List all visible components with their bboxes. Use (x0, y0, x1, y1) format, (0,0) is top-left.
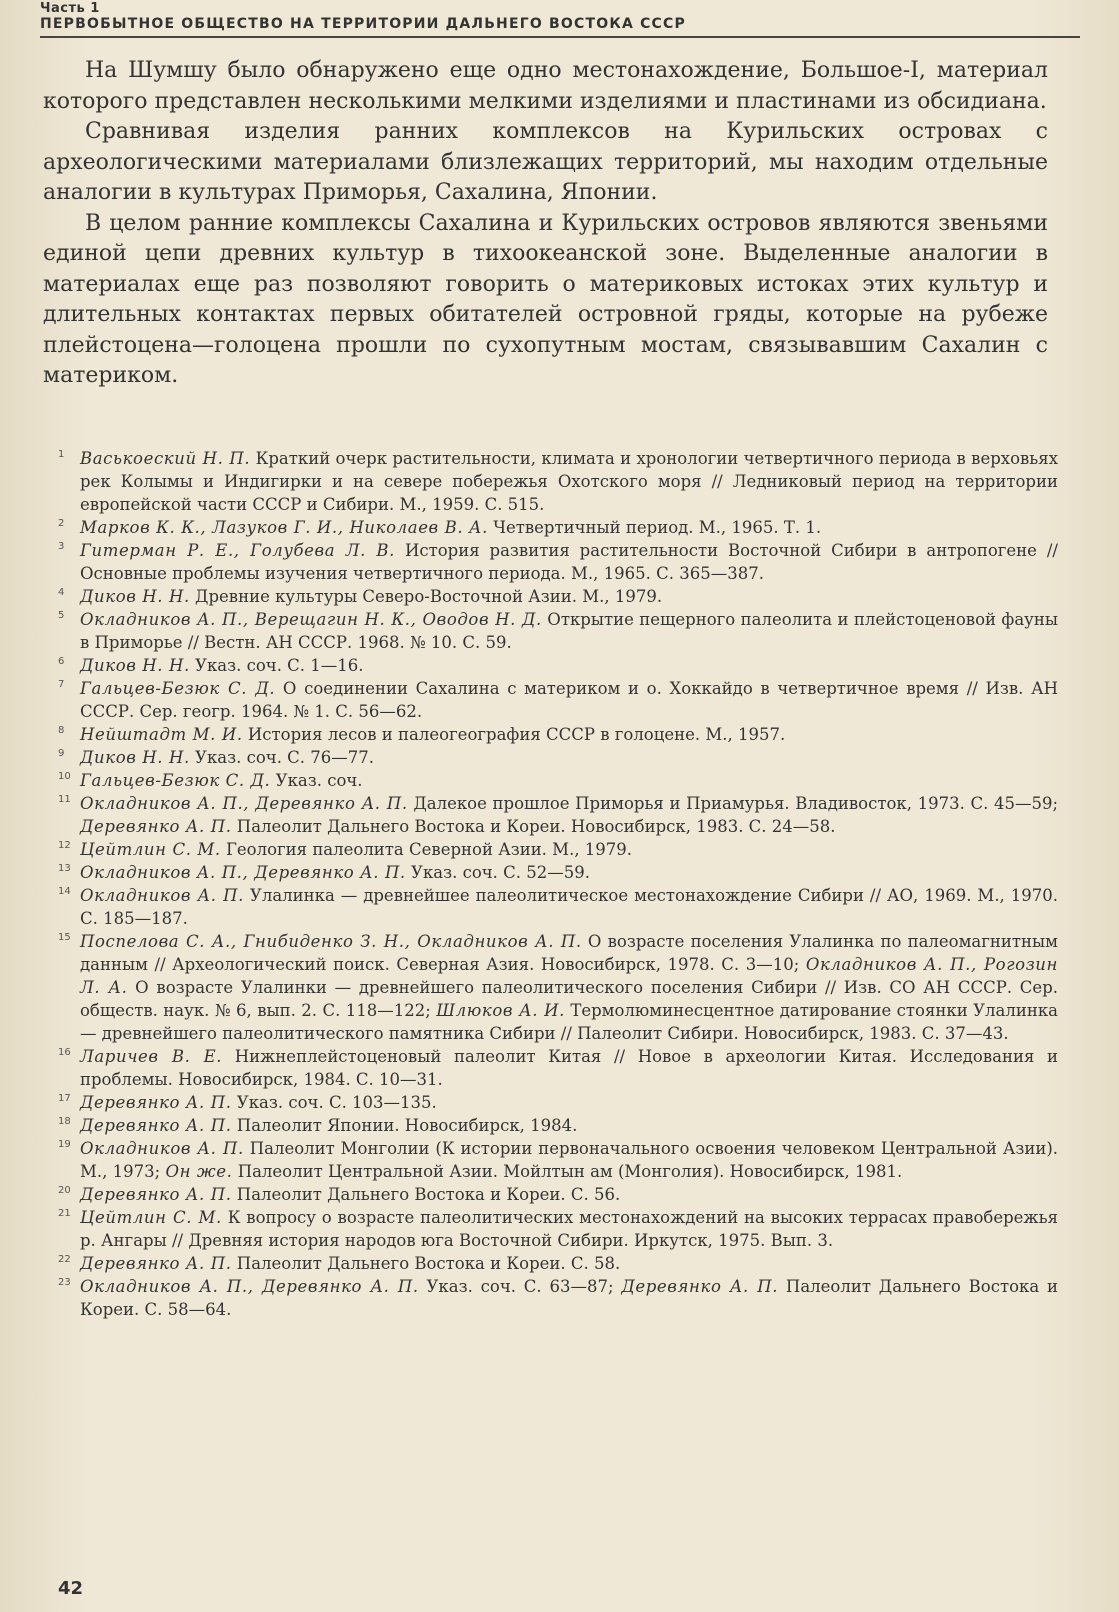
footnote (58, 585, 1058, 608)
footnote-text: Открытие пещерного палеолита и плейстоценовой фауны в Приморье // Вестн. АН СССР. 1968. № 10. С. 59. (80, 610, 1059, 652)
footnote-number: 3 (58, 541, 65, 552)
part-label: Часть 1 (40, 1, 100, 16)
footnote-author: Поспелова С. А., Гнибиденко З. Н., Окладников А. П. (80, 932, 582, 951)
footnote-number: 5 (58, 610, 65, 621)
footnote-text: Палеолит Дальнего Востока и Кореи. С. 58. (231, 1254, 621, 1273)
footnote-author: Деревянко А. П. (621, 1277, 779, 1296)
footnote-text: Краткий очерк растительности, климата и хронологии четвертичного периода в верховьях рек Колымы и Индигирки и на севере побережья Охотского моря // Ледниковый период на территории европейской части СССР и Сибири. М., 1959. С. 515. (80, 449, 1058, 514)
footnote-author: Диков Н. Н. (80, 587, 190, 606)
footnote (58, 539, 1058, 585)
footnote (58, 861, 1058, 884)
footnote (58, 1114, 1058, 1137)
running-head-title: ПЕРВОБЫТНОЕ ОБЩЕСТВО НА ТЕРРИТОРИИ ДАЛЬНЕГО ВОСТОКА СССР (40, 16, 686, 32)
footnote-author: Он же. (165, 1162, 233, 1181)
footnote-text: Указ. соч. С. 103—135. (231, 1093, 437, 1112)
footnote-author: Гальцев-Безюк С. Д. (80, 771, 271, 790)
footnote-author: Нейштадт М. И. (80, 725, 243, 744)
footnote-number: 9 (58, 748, 65, 759)
footnote-text: Палеолит Дальнего Востока и Кореи. Новосибирск, 1983. С. 24—58. (231, 817, 836, 836)
footnote-author: Деревянко А. П. (80, 1093, 232, 1112)
footnote-author: Цейтлин С. М. (80, 840, 221, 859)
footnote-author: Окладников А. П. (80, 1139, 244, 1158)
footnote-text: История лесов и палеогеография СССР в голоцене. М., 1957. (242, 725, 786, 744)
footnote (58, 1183, 1058, 1206)
footnote-author: Деревянко А. П. (80, 817, 232, 836)
footnote (58, 746, 1058, 769)
footnote-number: 17 (58, 1093, 71, 1104)
footnote-text: Палеолит Японии. Новосибирск, 1984. (231, 1116, 578, 1135)
footnote-number: 2 (58, 518, 65, 529)
main-text (43, 56, 1048, 392)
footnote-author: Окладников А. П., Верещагин Н. К., Оводов Н. Д. (80, 610, 542, 629)
footnote-text: О соединении Сахалина с материком и о. Хоккайдо в четвертичное время // Изв. АН СССР. Сер. геогр. 1964. № 1. С. 56—62. (80, 679, 1058, 721)
footnote-number: 18 (58, 1116, 71, 1127)
footnote-number: 8 (58, 725, 65, 736)
footnote-author: Окладников А. П., Рогозин Л. А. (80, 955, 1058, 997)
footnote (58, 1206, 1058, 1252)
footnote-text: Древние культуры Северо-Восточной Азии. М., 1979. (189, 587, 663, 606)
footnote-author: Цейтлин С. М. (80, 1208, 222, 1227)
footnote (58, 1252, 1058, 1275)
footnote-text: Термолюминесцентное датирование стоянки Улалинка — древнейшего палеолитического памятника Сибири // Палеолит Сибири. Новосибирск, 1983. С. 37—43. (80, 1001, 1058, 1043)
footnote-author: Васькоеский Н. П. (80, 449, 251, 468)
footnote-number: 11 (58, 794, 71, 805)
footnote-author: Марков К. К., Лазуков Г. И., Николаев В. А. (80, 518, 488, 537)
footnote-text: О возрасте поселения Улалинка по палеомагнитным данным // Археологический поиск. Северная Азия. Новосибирск, 1978. С. 3—10; (80, 932, 1058, 974)
footnote-author: Шлюков А. И. (436, 1001, 565, 1020)
footnote-number: 7 (58, 679, 65, 690)
footnote (58, 654, 1058, 677)
footnote-text: Нижнеплейстоценовый палеолит Китая // Новое в археологии Китая. Исследования и проблемы. Новосибирск, 1984. С. 10—31. (80, 1047, 1058, 1089)
page-number: 42 (58, 1578, 84, 1599)
footnote (58, 677, 1058, 723)
footnote-number: 22 (58, 1254, 71, 1265)
footnote (58, 792, 1058, 838)
footnote (58, 1137, 1058, 1183)
footnote-text: К вопросу о возрасте палеолитических местонахождений на высоких террасах правобережья р. Ангары // Древняя история народов юга Восточной Сибири. Иркутск, 1975. Вып. 3. (80, 1208, 1058, 1250)
footnote-number: 19 (58, 1139, 71, 1150)
footnote-text: Палеолит Монголии (К истории первоначального освоения человеком Центральной Азии). М., 1973; (80, 1139, 1058, 1181)
footnote-text: История развития растительности Восточной Сибири в антропогене // Основные проблемы изучения четвертичного периода. М., 1965. С. 365—387. (80, 541, 1058, 583)
footnote-text: Далекое прошлое Приморья и Приамурья. Владивосток, 1973. С. 45—59; (407, 794, 1059, 813)
footnote (58, 769, 1058, 792)
footnote-number: 14 (58, 886, 71, 897)
footnote-number: 10 (58, 771, 71, 782)
running-head (40, 2, 1090, 32)
footnote (58, 447, 1058, 516)
footnote-author: Гитерман Р. Е., Голубева Л. В. (80, 541, 396, 560)
footnote (58, 1045, 1058, 1091)
footnote-number: 20 (58, 1185, 71, 1196)
footnote-text: О возрасте Улалинки — древнейшего палеолитического поселения Сибири // Изв. СО АН СССР. Сер. обществ. наук. № 6, вып. 2. С. 118—122; (80, 978, 1058, 1020)
footnote-author: Окладников А. П., Деревянко А. П. (80, 794, 408, 813)
footnote-author: Ларичев В. Е. (80, 1047, 223, 1066)
footnote (58, 1275, 1058, 1321)
footnote-author: Диков Н. Н. (80, 748, 190, 767)
footnote (58, 930, 1058, 1045)
footnote-author: Гальцев-Безюк С. Д. (80, 679, 276, 698)
footnote-number: 13 (58, 863, 71, 874)
footnote-text: Палеолит Дальнего Востока и Кореи. С. 56. (231, 1185, 621, 1204)
footnote (58, 884, 1058, 930)
footnote-author: Деревянко А. П. (80, 1254, 232, 1273)
footnote-text: Палеолит Дальнего Востока и Кореи. С. 58—64. (80, 1277, 1058, 1319)
footnote-author: Диков Н. Н. (80, 656, 190, 675)
footnote-text: Указ. соч. С. 52—59. (405, 863, 591, 882)
footnote-author: Окладников А. П., Деревянко А. П. (80, 1277, 419, 1296)
footnote-author: Окладников А. П. (80, 886, 244, 905)
paragraph: Сравнивая изделия ранних комплексов на Курильских островах с археологическими материалами близлежащих территорий, мы находим отдельные аналогии в культурах Приморья, Сахалина, Японии. (43, 119, 1048, 205)
footnote-author: Деревянко А. П. (80, 1116, 232, 1135)
paragraph: В целом ранние комплексы Сахалина и Курильских островов являются звеньями единой цепи древних культур в тихоокеанской зоне. Выделенные аналогии в материалах еще раз позволяют говорить о материковых истоках этих культур и длительных контактах первых обитателей островной гряды, которые на рубеже плейстоцена—голоцена прошли по сухопутным мостам, связывавшим Сахалин с материком. (43, 210, 1048, 388)
footnote-number: 1 (58, 449, 65, 460)
paragraph: На Шумшу было обнаружено еще одно местонахождение, Большое-I, материал которого представлен несколькими мелкими изделиями и пластинами из обсидиана. (43, 58, 1048, 114)
footnote (58, 838, 1058, 861)
footnote-text: Улалинка — древнейшее палеолитическое местонахождение Сибири // АО, 1969. М., 1970. С. 185—187. (80, 886, 1058, 928)
footnote-text: Указ. соч. (270, 771, 363, 790)
footnote-number: 21 (58, 1208, 71, 1219)
footnote (58, 723, 1058, 746)
header-rule (40, 36, 1080, 38)
footnote (58, 1091, 1058, 1114)
footnote-text: Указ. соч. С. 76—77. (189, 748, 375, 767)
footnotes (58, 447, 1058, 1321)
footnote-author: Окладников А. П., Деревянко А. П. (80, 863, 406, 882)
footnote-number: 16 (58, 1047, 71, 1058)
footnote-number: 15 (58, 932, 71, 943)
footnote-text: Указ. соч. С. 1—16. (189, 656, 364, 675)
footnote-number: 4 (58, 587, 65, 598)
footnote-text: Четвертичный период. М., 1965. Т. 1. (487, 518, 822, 537)
footnote-number: 12 (58, 840, 71, 851)
footnote-author: Деревянко А. П. (80, 1185, 232, 1204)
footnote-number: 6 (58, 656, 65, 667)
footnote (58, 516, 1058, 539)
footnote-text: Геология палеолита Северной Азии. М., 1979. (220, 840, 633, 859)
footnote-text: Палеолит Центральной Азии. Мойлтын ам (Монголия). Новосибирск, 1981. (232, 1162, 903, 1181)
footnote-text: Указ. соч. С. 63—87; (418, 1277, 622, 1296)
footnote-number: 23 (58, 1277, 71, 1288)
footnote (58, 608, 1058, 654)
